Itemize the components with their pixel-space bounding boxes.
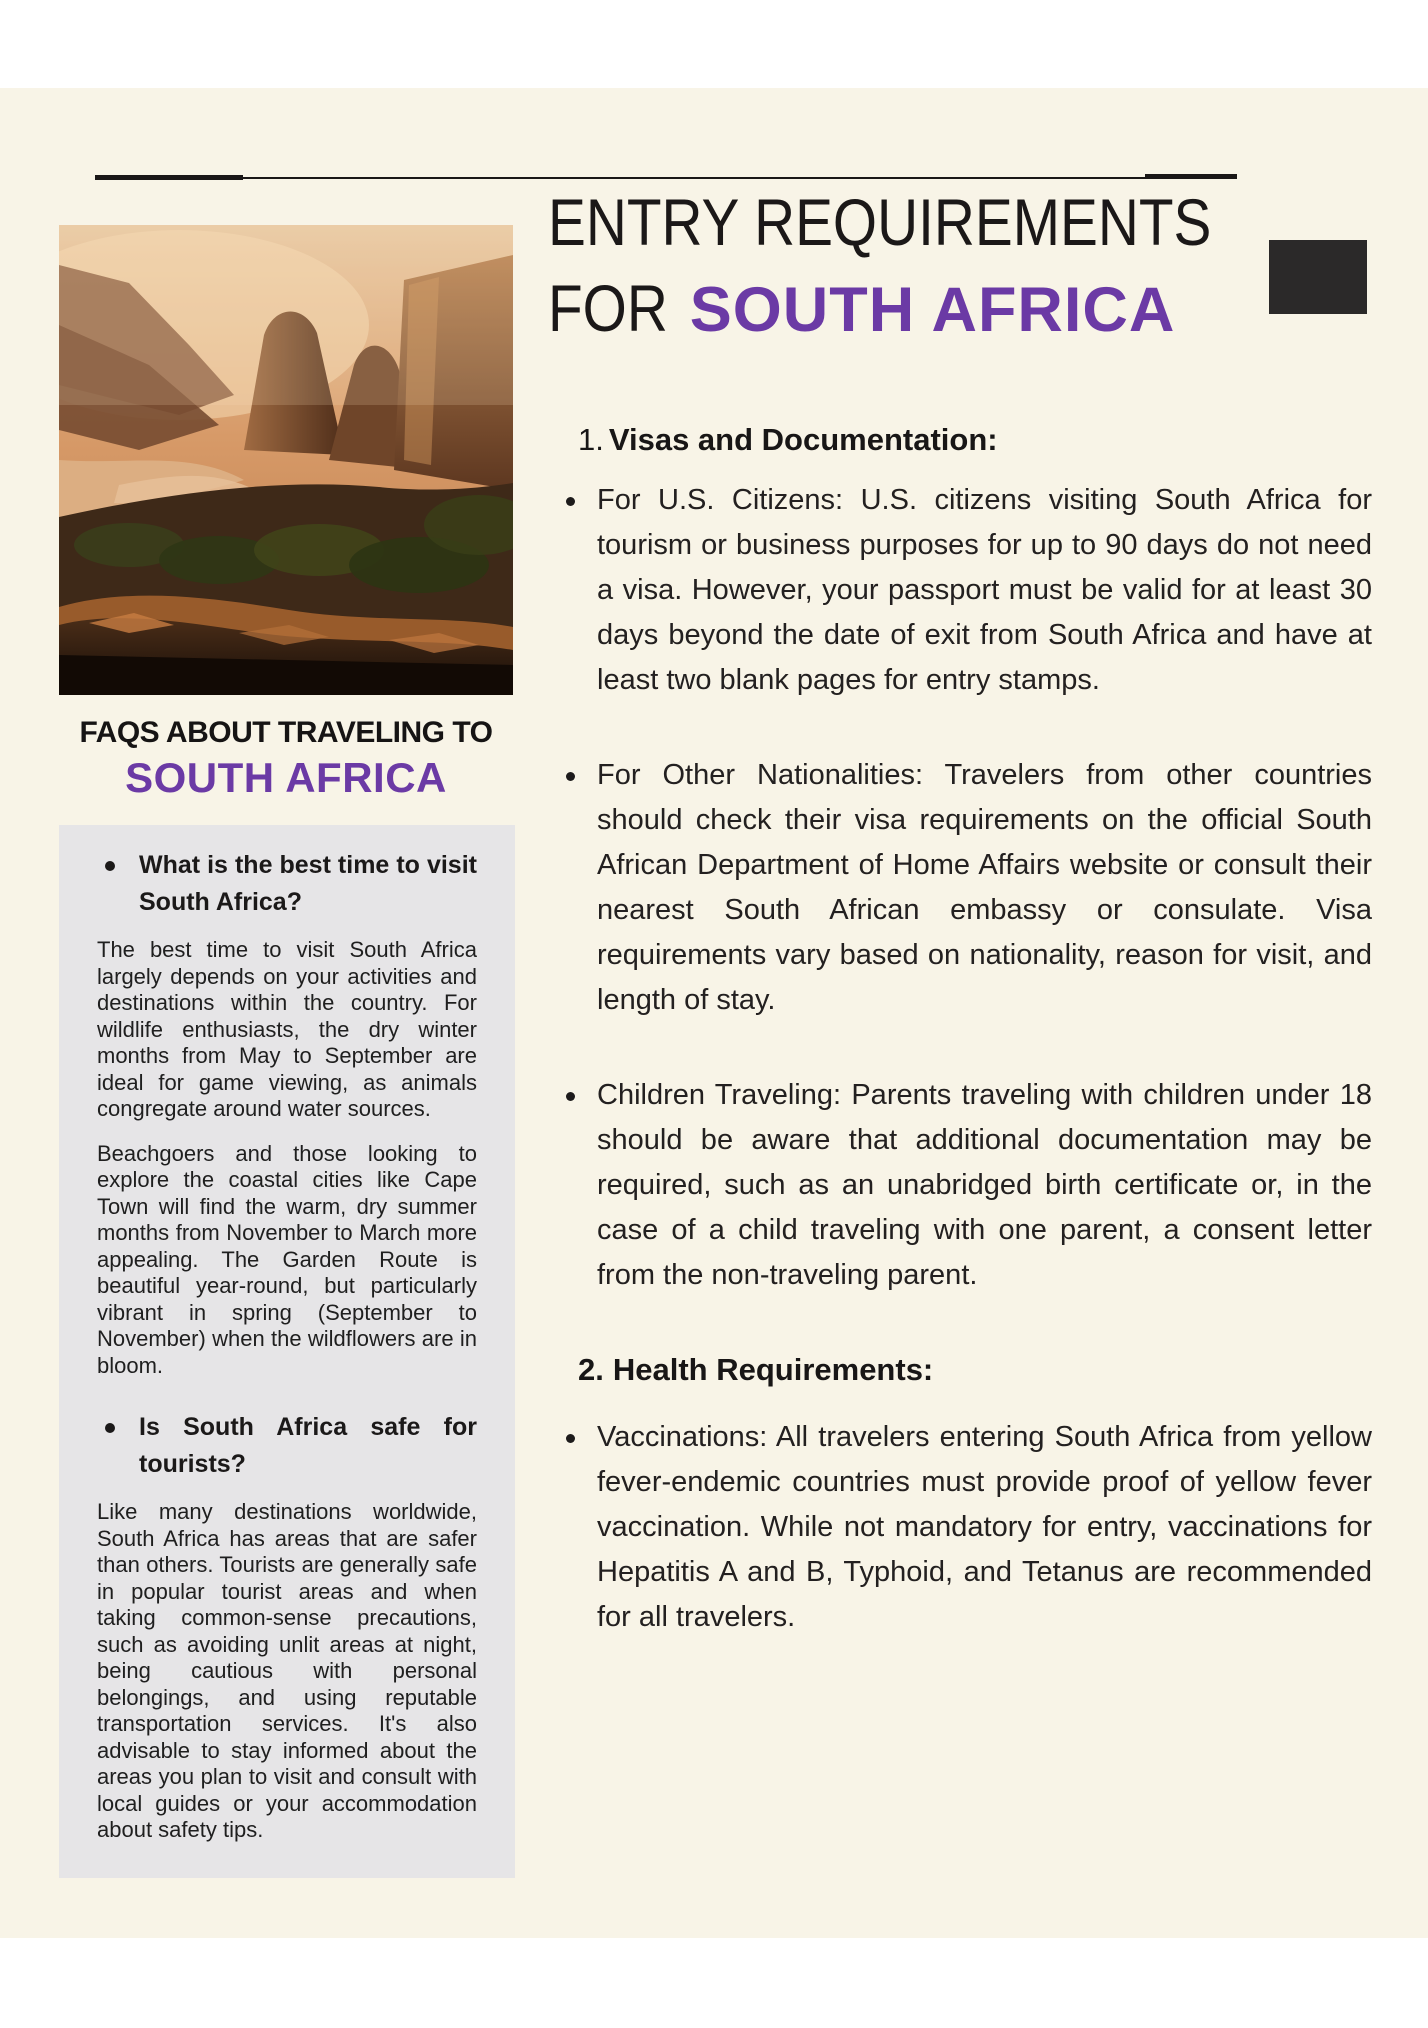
bullet-item [552,753,1372,1023]
page-title-highlight: SOUTH AFRICA [689,275,1176,345]
page-title-line2 [548,266,1175,369]
bullet-item [552,478,1372,703]
faq-question-2-text: Is South Africa safe for tourists? [139,1413,477,1478]
faq-heading: FAQS ABOUT TRAVELING TO [79,716,493,749]
section-number: 1. [578,422,604,457]
page-title-for: FOR [548,271,668,345]
faq-answer: Like many destinations worldwide, South Africa has areas that are safer than others. Tourists are generally safe in popular tourist areas and when taking common-sense precautions, such as avoiding unlit areas at night, being cautious with personal belongings, and using reputable transportation services. It's also advisable to stay informed about the areas you plan to visit and consult with local guides or your accommodation about safety tips. [97,1499,477,1842]
faq-answer: The best time to visit South Africa largely depends on your activities and destinations within the country. For wildlife enthusiasts, the dry winter months from May to September are ideal for game viewing, as animals congregate around water sources. [97,937,477,1121]
bullet-dot-icon [566,497,575,506]
page-title-line1: ENTRY REQUIREMENTS [548,185,1212,259]
canyon-photo [59,225,513,695]
section-title: Health Requirements: [612,1352,934,1387]
bullet-dot-icon [105,861,115,871]
bullet-text: Vaccinations: All travelers entering South Africa from yellow fever-endemic countries must provide proof of yellow fever vaccination. While not mandatory for entry, vaccinations for Hepatitis A and B, Typhoid, and Tetanus are recommended for all travelers. [597,1421,1372,1633]
bullet-item [552,1415,1372,1640]
faq-heading-highlight: SOUTH AFRICA [125,754,447,801]
faq-box [59,825,515,1878]
bullet-dot-icon [105,1423,115,1433]
bullet-dot-icon [566,772,575,781]
bullet-text: For U.S. Citizens: U.S. citizens visiting South Africa for tourism or business purposes for up to 90 days do not need a visa. However, your passport must be valid for at least 30 days beyond the date of exit from South Africa and have at least two blank pages for entry stamps. [597,484,1372,696]
faq-question-1 [97,847,477,921]
bullet-text: For Other Nationalities: Travelers from other countries should check their visa requirements on the official South African Department of Home Affairs website or consult their nearest South African embassy or consulate. Visa requirements vary based on nationality, reason for visit, and length of stay. [597,759,1372,1016]
title-accent-square [1269,240,1367,314]
faq-question-2 [97,1409,477,1483]
bullet-dot-icon [566,1092,575,1101]
faq-answer: Beachgoers and those looking to explore the coastal cities like Cape Town will find the warm, dry summer months from November to March more appealing. The Garden Route is beautiful year-round, but particularly vibrant in spring (September to November) when the wildflowers are in bloom. [97,1140,477,1378]
bullet-dot-icon [566,1434,575,1443]
bullet-item [552,1073,1372,1298]
section-heading-1 [578,420,1372,460]
main-content [552,420,1372,1640]
section-number: 2. [578,1352,604,1387]
top-rule [95,177,1237,179]
bullet-text: Children Traveling: Parents traveling with children under 18 should be aware that additional documentation may be required, such as an unabridged birth certificate or, in the case of a child traveling with one parent, a consent letter from the non-traveling parent. [597,1079,1372,1291]
section-heading-2 [578,1350,1372,1390]
faq-question-1-text: What is the best time to visit South Africa? [139,851,477,916]
section-title: Visas and Documentation: [608,422,998,457]
